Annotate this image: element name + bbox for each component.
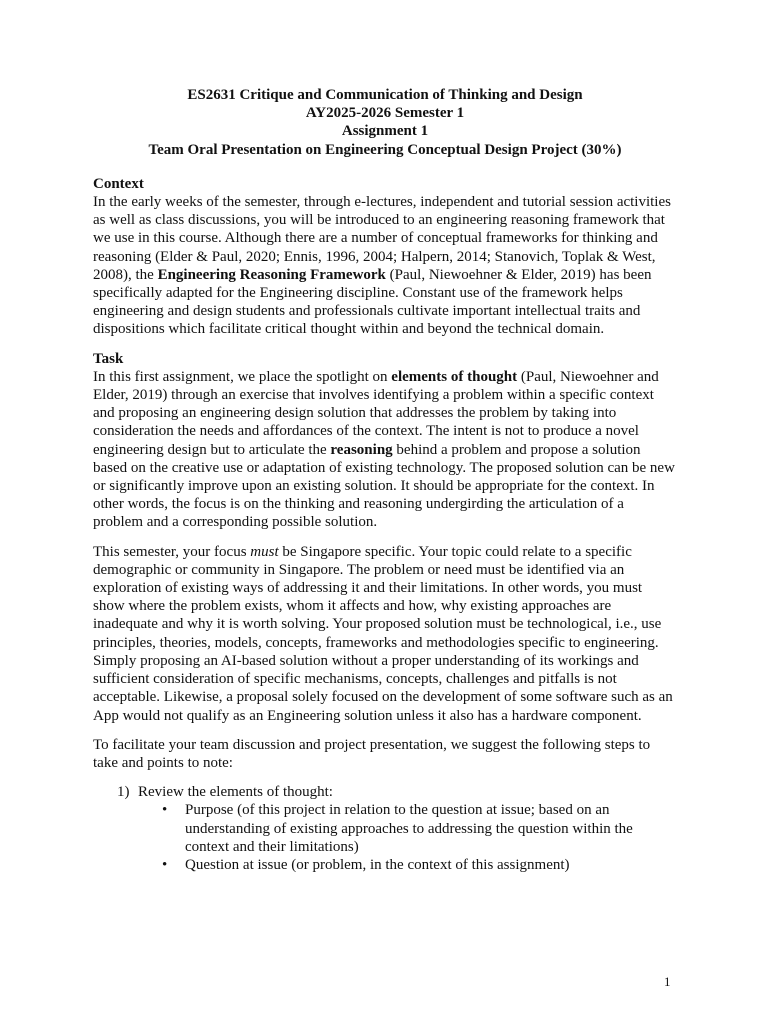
task-paragraph-1	[93, 368, 677, 532]
must-emphasis: must	[250, 543, 279, 560]
list-item	[138, 856, 677, 874]
document-title	[93, 86, 677, 159]
context-text-1: In the early weeks of the semester, through e-lectures, independent and tutorial session activities as well as class discussions, you will be introduced to an engineering reasoning framework that we use in this course. Although there are a number of conceptual frameworks for thinking and reasoning (Elder & Paul, 2020; Ennis, 1996, 2004; Halpern, 2014; Stanovich, Toplak & West, 2008), the	[93, 194, 671, 283]
context-text-2: (Paul, Niewoehner & Elder, 2019) has been specifically adapted for the Engineering discipline. Constant use of the framework helps engineering and design students and professionals cultivate important intellectual traits and dispositions which facilitate critical thought within and beyond the technical domain.	[93, 266, 652, 338]
elements-bullet-list	[138, 801, 677, 874]
bullet-icon: •	[162, 856, 168, 873]
assignment-line: Assignment 1	[341, 123, 429, 140]
elements-emphasis: elements of thought	[391, 368, 518, 385]
task-p2-text-2: be Singapore specific. Your topic could relate to a specific demographic or community in Singapore. The problem or need must be identified via an exploration of existing ways of addressing it and their limitations. In other words, you must show where the problem exists, whom it affects and how, why existing approaches are inadequate and why it is worth solving. Your proposed solution must be technological, i.e., use principles, theories, models, concepts, frameworks and methodologies specific to engineering. Simply proposing an AI-based solution without a proper understanding of its workings and sufficient consideration of specific mechanisms, concepts, challenges and pitfalls is not acceptable. Likewise, a proposal solely focused on the development of some software such as an App would not qualify as an Engineering solution unless it also has a hardware component.	[93, 543, 673, 724]
context-paragraph	[93, 193, 677, 339]
task-section	[93, 350, 677, 772]
context-section	[93, 175, 677, 339]
task-text-3: behind a problem and propose a solution based on the creative use or adaptation of existing technology. The proposed solution can be new or significantly improve upon an existing solution. It should be appropriate for the context. In other words, the focus is on the thinking and reasoning undergirding the articulation of a problem and a corresponding possible solution.	[93, 441, 675, 531]
list-item	[138, 801, 677, 856]
task-text-2: (Paul, Niewoehner and Elder, 2019) through an exercise that involves identifying a problem within a specific context and proposing an engineering design solution that addresses the problem by taking into consideration the needs and affordances of the context. The intent is not to produce a novel engineering design but to articulate the	[93, 368, 659, 458]
bullet-text: Question at issue (or problem, in the context of this assignment)	[185, 856, 570, 873]
page-number: 1	[664, 974, 671, 989]
step-number: 1)	[117, 784, 130, 801]
task-heading: Task	[93, 350, 124, 367]
step-text: Review the elements of thought:	[138, 784, 333, 801]
framework-emphasis: Engineering Reasoning Framework	[157, 266, 386, 283]
task-paragraph-2	[93, 543, 677, 725]
task-text-1: In this first assignment, we place the spotlight on	[93, 368, 392, 385]
task-paragraph-3: To facilitate your team discussion and project presentation, we suggest the following steps to take and points to note:	[93, 736, 651, 771]
steps-list	[93, 783, 677, 874]
course-title: ES2631 Critique and Communication of Thinking and Design	[187, 87, 583, 103]
bullet-text: Purpose (of this project in relation to the question at issue; based on an understanding of existing approaches to addressing the question within the context and their limitations)	[185, 802, 633, 855]
list-item	[93, 783, 677, 874]
reasoning-emphasis: reasoning	[330, 441, 393, 458]
bullet-icon: •	[162, 802, 168, 819]
task-p2-text-1: This semester, your focus	[93, 543, 251, 560]
document-page	[93, 86, 677, 874]
context-heading: Context	[93, 175, 144, 192]
assignment-subtitle: Team Oral Presentation on Engineering Conceptual Design Project (30%)	[148, 141, 622, 158]
semester-line: AY2025-2026 Semester 1	[305, 105, 465, 122]
